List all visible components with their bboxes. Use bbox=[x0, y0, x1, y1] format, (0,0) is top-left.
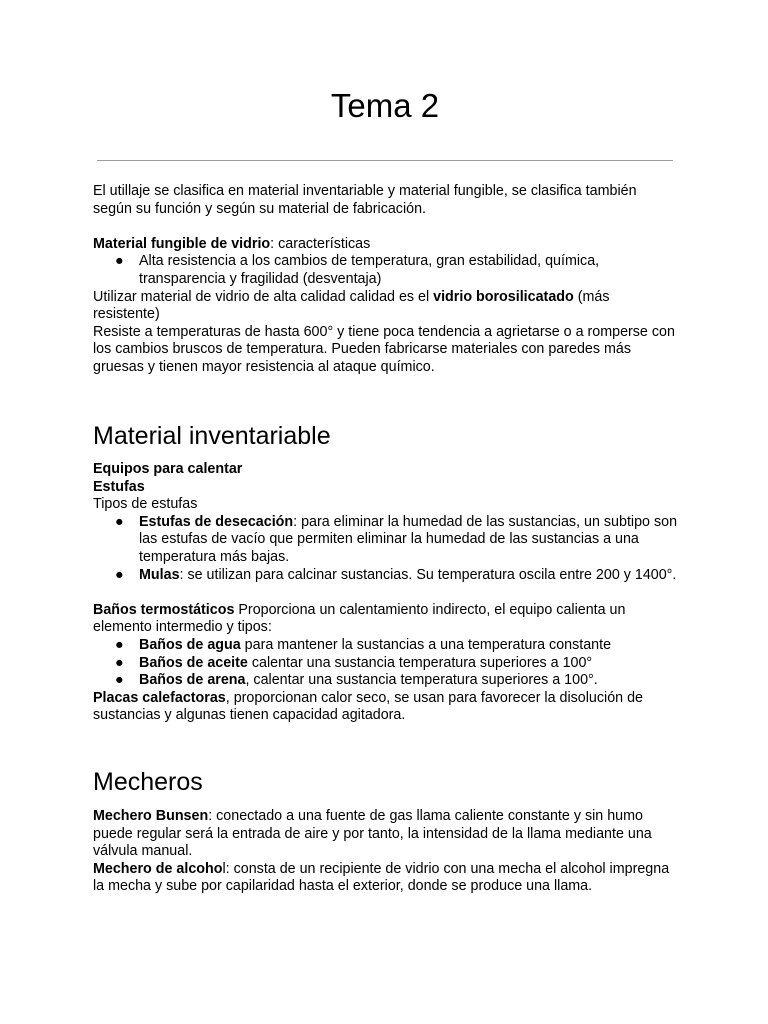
tipos-estufas: Tipos de estufas bbox=[93, 496, 198, 513]
estufas-heading: Estufas bbox=[93, 478, 145, 495]
item-term: Baños de arena bbox=[139, 672, 246, 689]
banos-text: Proporciona un calentamiento indirecto, el equipo calienta un elemento intermedio y tipos: bbox=[93, 601, 626, 636]
borosilicate-text-after: (más resistente) bbox=[93, 288, 610, 323]
fungible-bullet-text: Alta resistencia a los cambios de temperatura, gran estabilidad, química, transparencia y fragilidad (desventaja) bbox=[139, 253, 600, 287]
fungible-after: : características bbox=[270, 235, 371, 252]
equipos-heading: Equipos para calentar bbox=[93, 461, 243, 477]
item-term: Estufas de desecación bbox=[139, 513, 294, 530]
alcohol-paragraph bbox=[93, 861, 677, 896]
bunsen-term: Mechero Bunsen bbox=[93, 808, 209, 824]
bullet-icon: ● bbox=[115, 253, 124, 270]
fungible-list bbox=[93, 253, 677, 288]
list-item bbox=[93, 672, 677, 690]
borosilicate-text-before: Utilizar material de vidrio de alta calidad calidad es el bbox=[93, 288, 434, 305]
resistance-paragraph: Resiste a temperaturas de hasta 600° y tiene poca tendencia a agrietarse o a romperse con los cambios bruscos de temperatura. Pueden fabricarse materiales con paredes más gruesas y tienen mayor resistencia al ataque químico. bbox=[93, 323, 675, 375]
borosilicate-term: vidrio borosilicatado bbox=[433, 288, 574, 305]
placas-term: Placas calefactoras bbox=[93, 689, 226, 706]
item-text: : para eliminar la humedad de las sustancias, un subtipo son las estufas de vacío que permiten eliminar la humedad de las sustancias a una temperatura más bajas. bbox=[139, 513, 678, 565]
item-text: , calentar una sustancia temperatura superiores a 100°. bbox=[245, 672, 598, 689]
bullet-icon: ● bbox=[115, 513, 124, 530]
bullet-icon: ● bbox=[115, 566, 124, 583]
list-item bbox=[93, 567, 677, 585]
bunsen-paragraph bbox=[93, 808, 677, 861]
list-item bbox=[93, 253, 677, 288]
alcohol-text: l: consta de un recipiente de vidrio con una mecha el alcohol impregna la mecha y sube por capilaridad hasta el exterior, donde se produce una llama. bbox=[93, 860, 670, 895]
fungible-paragraph bbox=[93, 236, 677, 254]
list-item bbox=[93, 655, 677, 673]
bunsen-text: : conectado a una fuente de gas llama caliente constante y sin humo puede regular será la entrada de aire y por tanto, la intensidad de la llama mediante una válvula manual. bbox=[93, 808, 652, 860]
inventariable-section bbox=[93, 461, 677, 725]
intro-paragraph: El utillaje se clasifica en material inventariable y material fungible, se clasifica también según su función y según su material de fabricación. bbox=[93, 183, 637, 217]
banos-paragraph bbox=[93, 602, 677, 637]
heading-material-inventariable: Material inventariable bbox=[93, 422, 331, 450]
list-item bbox=[93, 637, 677, 655]
item-text: : se utilizan para calcinar sustancias. Su temperatura oscila entre 200 y 1400°. bbox=[179, 566, 677, 583]
bullet-icon: ● bbox=[115, 672, 124, 689]
placas-paragraph bbox=[93, 690, 677, 725]
estufas-list bbox=[93, 514, 677, 584]
borosilicate-paragraph bbox=[93, 289, 677, 324]
item-text: para mantener la sustancias a una temperatura constante bbox=[240, 636, 612, 653]
bullet-icon: ● bbox=[115, 654, 124, 671]
item-text: calentar una sustancia temperatura superiores a 100° bbox=[247, 654, 593, 671]
item-term: Mulas bbox=[139, 566, 180, 583]
title-divider bbox=[97, 160, 673, 161]
alcohol-term: Mechero de alcoho bbox=[93, 860, 223, 877]
page-title: Tema 2 bbox=[330, 87, 440, 124]
fungible-label: Material fungible de vidrio bbox=[93, 235, 271, 252]
item-term: Baños de agua bbox=[139, 636, 241, 653]
item-term: Baños de aceite bbox=[139, 654, 248, 671]
heading-mecheros: Mecheros bbox=[93, 768, 203, 796]
mecheros-section bbox=[93, 808, 677, 896]
banos-list bbox=[93, 637, 677, 690]
bullet-icon: ● bbox=[115, 636, 124, 653]
banos-term: Baños termostáticos bbox=[93, 601, 235, 618]
list-item bbox=[93, 514, 677, 567]
intro-section bbox=[93, 183, 677, 377]
placas-text: , proporcionan calor seco, se usan para favorecer la disolución de sustancias y algunas tienen capacidad agitadora. bbox=[93, 689, 643, 724]
